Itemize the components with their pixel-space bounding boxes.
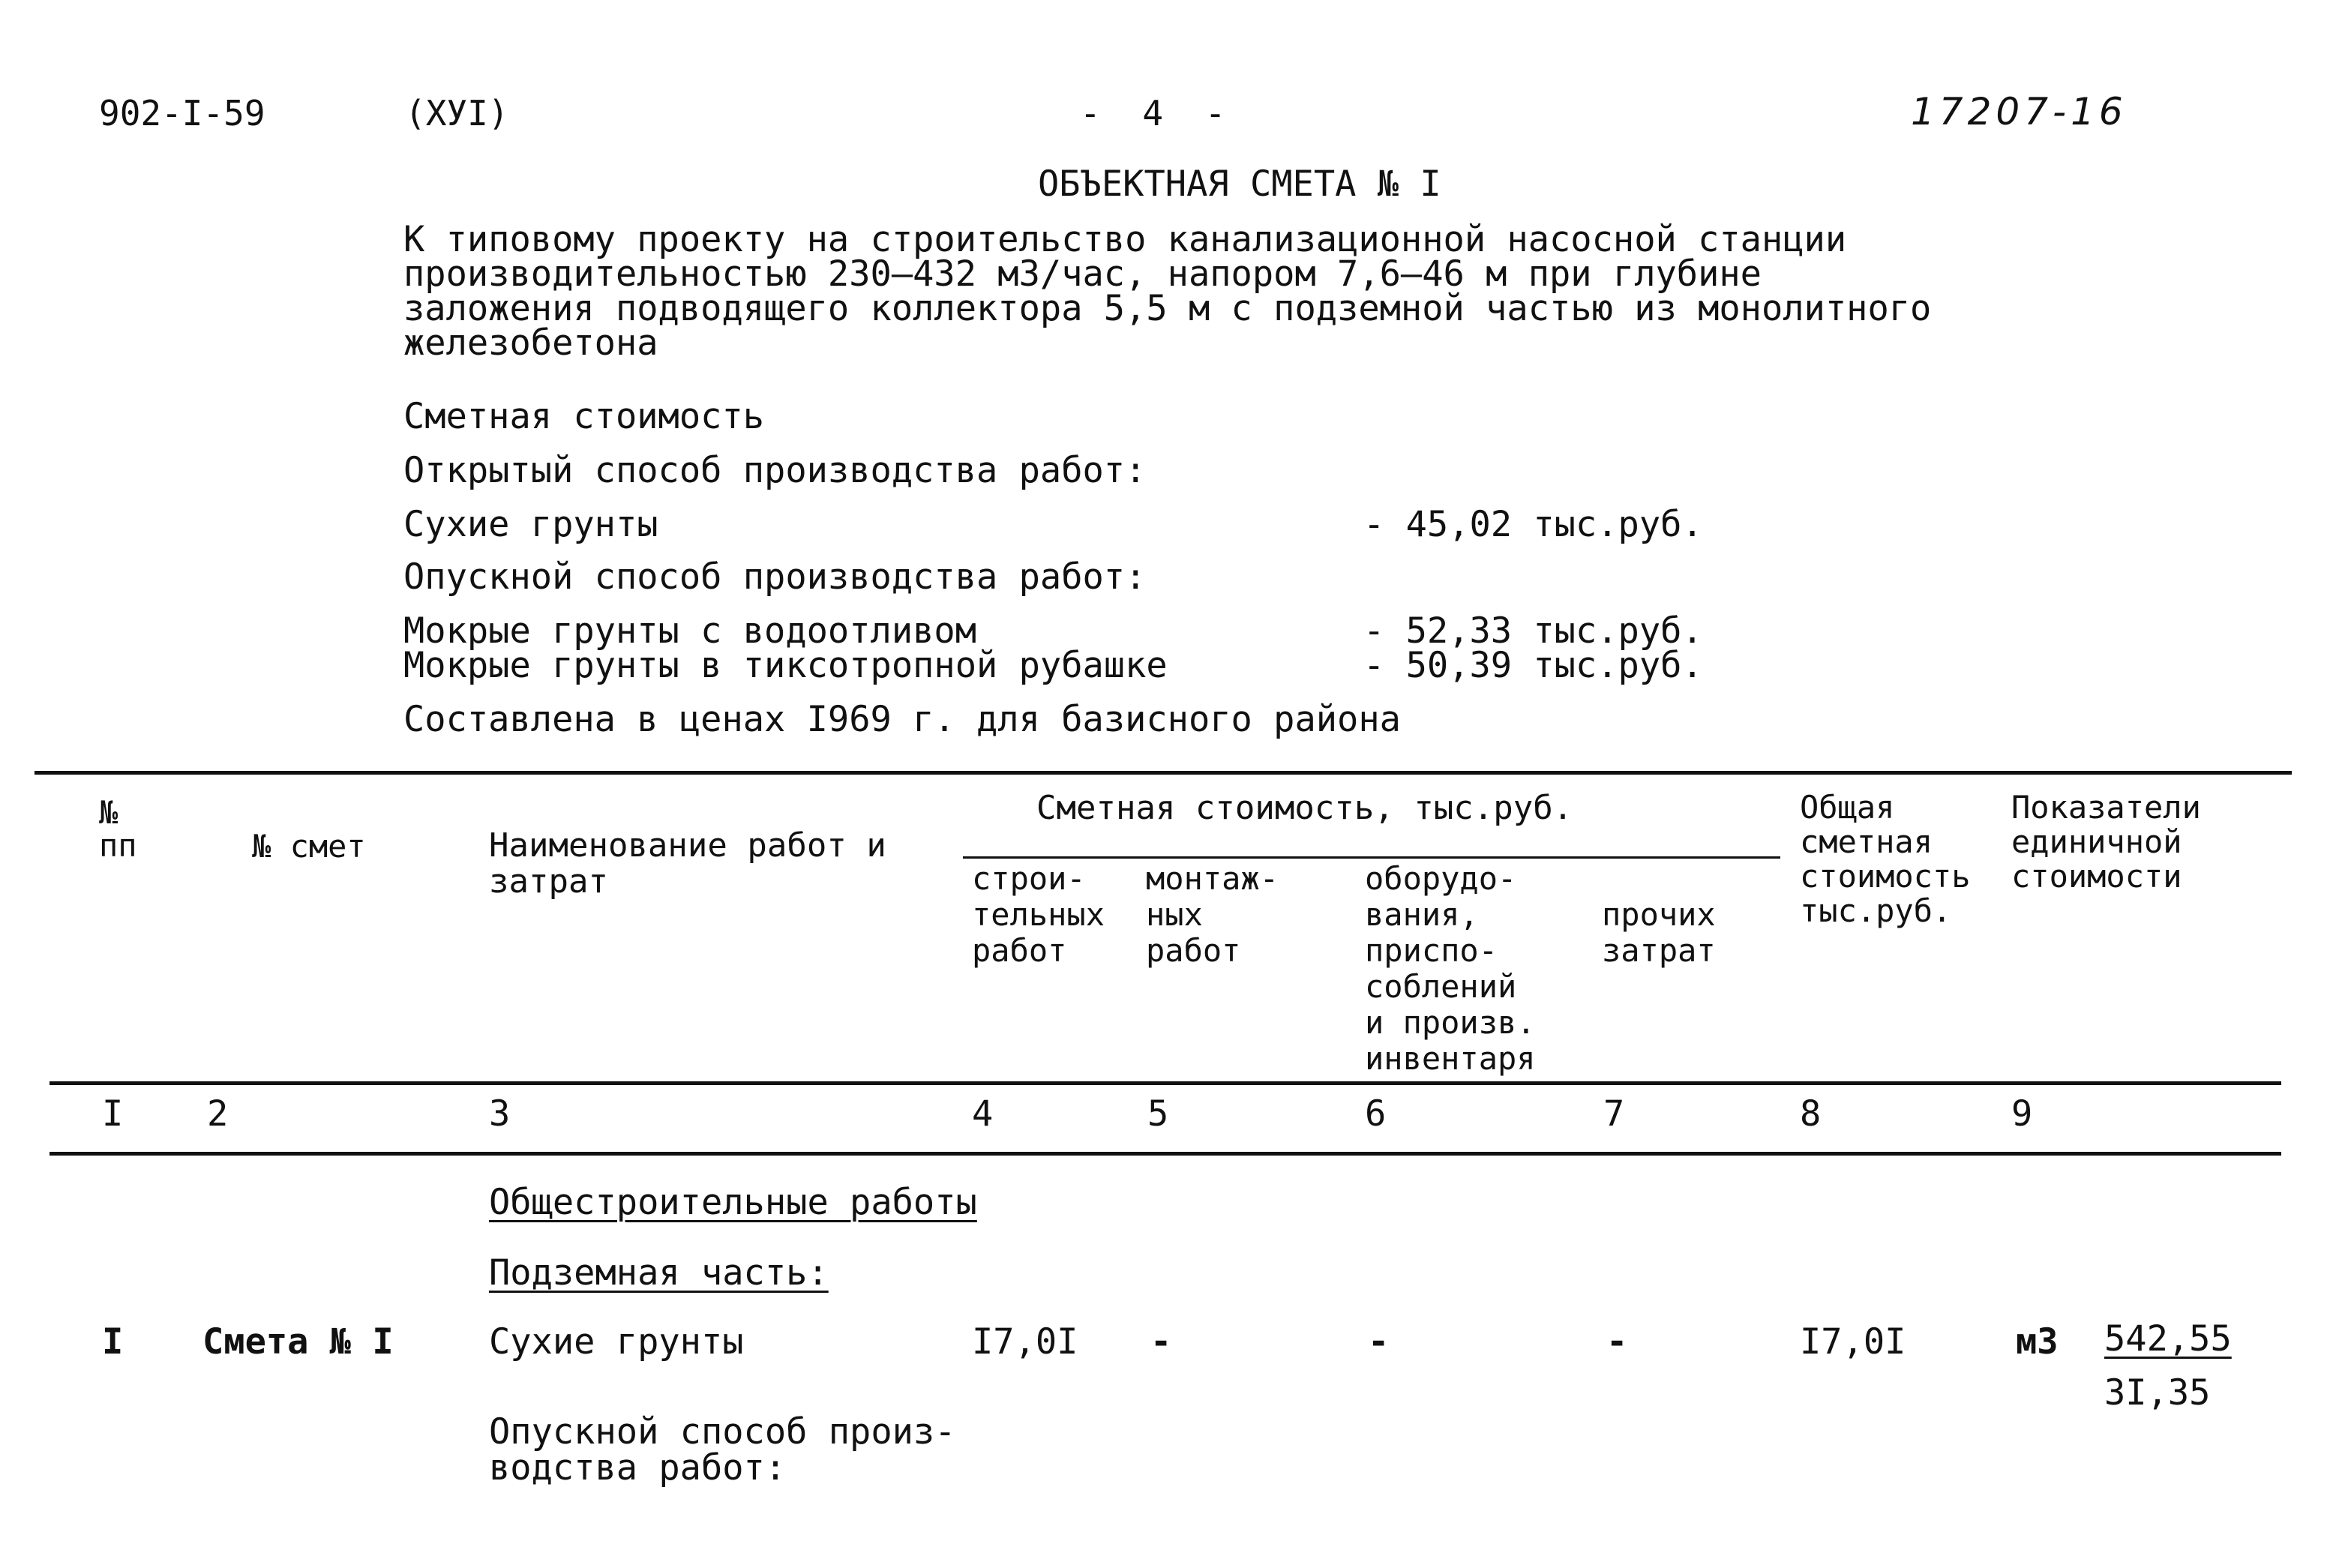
row2-name: Опускной способ произ- водства работ:	[489, 1411, 956, 1489]
group-header-rule	[963, 856, 1780, 859]
intro-line-4: железобетона	[403, 322, 658, 364]
header-row-number: № пп	[99, 794, 137, 864]
prices-note: Составлена в ценах I969 г. для базисного района	[403, 699, 1401, 740]
row1-estimate: Смета № I	[202, 1321, 394, 1363]
col-number-2: 2	[207, 1093, 229, 1135]
row1-indicator-bottom: 3I,35	[2104, 1372, 2211, 1414]
sink-method-label: Опускной способ производства работ:	[403, 556, 1147, 598]
wet-drain-value: - 52,33 тыс.руб.	[1363, 610, 1703, 652]
row1-number: I	[102, 1321, 124, 1363]
album-number: (XУI)	[405, 93, 509, 133]
header-other: прочих затрат	[1602, 896, 1716, 969]
row1-installation: -	[1150, 1321, 1172, 1363]
wet-thixo-label: Мокрые грунты в тиксотропной рубашке	[403, 645, 1168, 686]
intro-line-3: заложения подводящего коллектора 5,5 м с подземной частью из монолитного	[403, 288, 1932, 329]
header-group-cost: Сметная стоимость, тыс.руб.	[1036, 789, 1573, 827]
cost-heading: Сметная стоимость	[403, 396, 765, 437]
header-total: Общая сметная стоимость тыс.руб.	[1800, 789, 1971, 929]
col-number-7: 7	[1603, 1093, 1625, 1135]
header-work-name: Наименование работ и затрат	[489, 826, 886, 901]
wet-thixo-value: - 50,39 тыс.руб.	[1363, 645, 1703, 686]
col-number-9: 9	[2011, 1093, 2033, 1135]
col-number-8: 8	[1800, 1093, 1822, 1135]
open-method-label: Открытый способ производства работ:	[403, 450, 1147, 491]
row1-construction: I7,0I	[972, 1321, 1078, 1363]
col-number-5: 5	[1147, 1093, 1169, 1135]
section-underground: Подземная часть:	[489, 1252, 829, 1294]
col-number-3: 3	[489, 1093, 511, 1135]
header-construction: строи- тельных работ	[972, 860, 1105, 969]
col-number-6: 6	[1365, 1093, 1387, 1135]
table-top-rule	[34, 771, 2292, 775]
header-equipment: оборудо- вания, приспо- соблений и произв. инвентаря	[1365, 860, 1536, 1077]
row1-indicator-top: 542,55	[2104, 1318, 2232, 1360]
sheet-number-handwritten: 17207-16	[1911, 90, 2128, 133]
header-installation: монтаж- ных работ	[1146, 860, 1279, 969]
page-number: - 4 -	[1080, 93, 1237, 133]
dry-soil-label: Сухие грунты	[403, 504, 658, 545]
row1-other: -	[1606, 1321, 1628, 1363]
header-bottom-rule	[49, 1081, 2281, 1085]
row1-unit: м3	[2016, 1321, 2059, 1363]
header-indicators: Показатели единичной стоимости	[2011, 789, 2201, 895]
header-estimate-number: № смет	[252, 828, 366, 865]
col-number-4: 4	[972, 1093, 994, 1135]
row1-total: I7,0I	[1800, 1321, 1906, 1363]
intro-line-2: производительностью 230–432 м3/час, напором 7,6–46 м при глубине	[403, 253, 1762, 295]
col-number-1: I	[102, 1093, 124, 1135]
column-number-rule	[49, 1152, 2281, 1156]
section-general-works: Общестроительные работы	[489, 1182, 977, 1223]
dry-soil-value: - 45,02 тыс.руб.	[1363, 504, 1703, 545]
document-code: 902-I-59	[99, 93, 265, 133]
wet-drain-label: Мокрые грунты с водоотливом	[403, 610, 977, 652]
intro-line-1: К типовому проекту на строительство канализационной насосной станции	[403, 219, 1847, 260]
row1-name: Сухие грунты	[489, 1321, 744, 1363]
row1-equipment: -	[1368, 1321, 1390, 1363]
document-title: ОБЪЕКТНАЯ СМЕТА № I	[1038, 163, 1441, 205]
